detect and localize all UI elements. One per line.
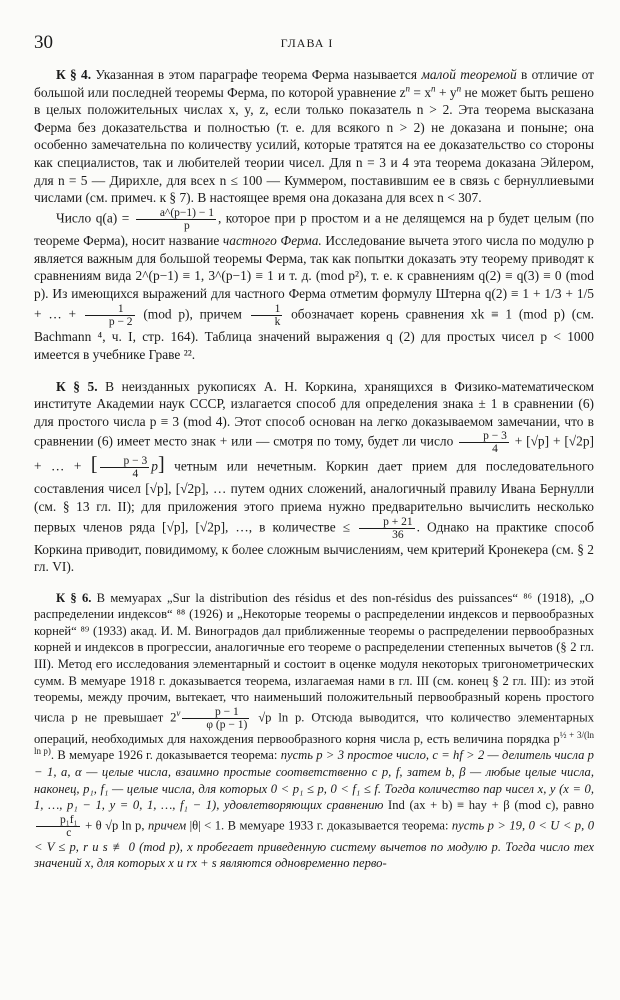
term-italic: частного Ферма. <box>222 232 322 248</box>
theorem-italic: пусть p > 19, 0 < U < p, 0 < V ≤ p, r и s ≢ 0 (mod p), x пробегает приведенную систему вычетов по модулю p. Тогда число тех значений x, для которых x и rx + s являются одновременно перво- <box>34 818 594 871</box>
formula-fraction: $\frac{p - 3}{4}$ <box>459 430 509 455</box>
paragraph-section-6: К § 6. В мемуарах „Sur la distribution des résidus et des non-résidus des puissances“ ⁸⁶ (1918), „О распределении индексов“ ⁸⁸ (1926) и „Некоторые теоремы о распределении индексов и первообразных корней“ ⁸⁹ (1933) акад. И. М. Виноградов дал приближенные теоремы о распределении первообразных корней и индексов в прогрессии, аналогичные его теореме о распределении степенных вычетов (§ 2 гл. III). Метод его исследования элементарный и состоит в оценке модуля некоторых тригонометрических сумм. В мемуаре 1918 г. доказывается теорема, излагаемая нами в гл. III (см. конец § 2 гл. III): из этой теоремы, между прочим, вытекает, что наименьший положительный первообразный корень простого числа p не превышает $2^\nu$ $\frac{p - 1}{\varphi (p - 1)}$ √p ln p. Отсюда выводится, что количество элементарных операций, необходимых для нахождения первообразного корня числа p, есть величина порядка $p^{\frac{1}{2} + 3/(ln ln p)}$. В мемуаре 1926 г. доказывается теорема: пусть p > 3 простое число, c = hf > 2 — делитель числа p − 1, a, α — целые числа, взаимно простые соответственно с p, f, затем b, β — любые целые числа, наконец, p₁, f₁ — целые числа, для которых 0 < p₁ ≤ p, 0 < f₁ ≤ f. Тогда количество пар чисел x, y (x = 0, 1, …, p₁ − 1, y = 0, 1, …, f₁ − 1), удовлетворяющих сравнению Ind (ax + b) ≡ hay + β (mod c), равно $\frac{\text{p₁f₁}}{c}$ + θ √p ln p, причем |θ| < 1. В мемуаре 1933 г. доказывается теорема: пусть p > 19, 0 < U < p, 0 < V ≤ p, r и s ≢ 0 (mod p), x пробегает приведенную систему вычетов по модулю p. Тогда число тех значений x, для которых x и rx + s являются одновременно перво- <box>34 590 595 871</box>
section-label: К § 4. <box>56 67 92 82</box>
formula-fraction: $\frac{p - 3}{4}$ <box>100 455 150 480</box>
page-number: 30 <box>34 32 53 53</box>
formula-fraction: $\frac{1}{p - 2}$ <box>85 303 135 328</box>
formula-fraction: $\frac{1}{k}$ <box>251 303 283 328</box>
theorem-italic: пусть p > 3 простое число, c = hf > 2 — делитель числа p − 1, a, α — целые числа, взаимно простые соответственно с p, f, затем b, β — любые целые числа, наконец, p₁, f₁ — целые числа, для которых 0 < p₁ ≤ p, 0 < f₁ ≤ f. Тогда количество пар чисел x, y (x = 0, 1, …, p₁ − 1, y = 0, 1, …, f₁ − 1), удовлетворяющих сравнению <box>34 748 594 813</box>
formula-fraction: $\frac{a\^{}(p-1) - 1}{p}$ <box>136 207 216 232</box>
section-label: К § 5. <box>56 378 98 394</box>
running-title: ГЛАВА I <box>280 36 334 50</box>
term-italic: малой теоремой <box>421 67 517 82</box>
paragraph-fermat-quotient: Число q(a) = $\frac{a\^{}(p-1) - 1}{p}$ , которое при p простом и a не делящемся на p будет целым (по теореме Ферма), носит название частного Ферма. Исследование вычета этого числа по модулю p является важным для большой теоремы Ферма, так как попытки доказать эту теорему приводят к сравнениям вида 2^(p−1) ≡ 1, 3^(p−1) ≡ 1 и т. д. (mod p²), т. е. к сравнениям q(2) ≡ q(3) ≡ 0 (mod p). Из имеющихся выражений для частного Ферма отметим формулу Штерна q(2) ≡ 1 + 1/3 + 1/5 + … + $\frac{1}{p - 2}$ (mod p), причем $\frac{1}{k}$ обозначает корень сравнения xk ≡ 1 (mod p) (см. Bachmann ⁴, ч. I, стр. 164). Таблица значений выражения q (2) для простых чисел p < 1000 имеется в учебнике Граве ²². <box>34 206 595 362</box>
section-label: К § 6. <box>56 590 92 605</box>
page-header <box>34 32 580 54</box>
paragraph-section-5: К § 5. В неизданных рукописях А. Н. Коркина, хранящихся в Физико-математическом институте Академии наук СССР, излагается способ для определения знака ± 1 в сравнении (6) для простого числа p ≡ 3 (mod 4). Этот способ основан на легко доказываемом замечании, что в сравнении (6) имеет место знак + или — смотря по тому, будет ли число $\frac{p - 3}{4}$ + [√p] + [√2p] + … + [ $\frac{p - 3}{4}$ p] четным или нечетным. Коркин дает прием для последовательного составления чисел [√p], [√2p], … путем одних сложений, аналогичный правилу Ивана Бернулли (см. § 13 гл. II); для приложения этого приема нужно предварительно вычислить несколько первых членов ряда [√p], [√2p], …, в количестве ≤ $\frac{p + 21}{36}$ . Однако на практике способ Коркина приводит, повидимому, к более сложным вычислениям, чем критерий Кронекера (см. § 2 гл. VI). <box>34 378 594 575</box>
formula-fraction: $\frac{\text{p₁f₁}}{c}$ <box>36 814 80 839</box>
formula-fraction: $\frac{p + 21}{36}$ <box>359 516 415 541</box>
formula-fraction: 1/3 <box>544 286 562 302</box>
paragraph-section-4: К § 4. Указанная в этом параграфе теорема Ферма называется малой теоремой в отличие от большой или последней теоремы Ферма, по которой уравнение $z^n = x^n + y^n$ не может быть решено в целых положительных числах x, y, z, если только показатель n > 2. Эта теорема высказана Ферма без доказательства и полностью (т. е. для всякого n > 2) не доказана и поныне; она особенно замечательна по количеству усилий, которые тратятся на ее доказательство со стороны как специалистов, так и любителей теории чисел. Для n = 3 и 4 эта теорема доказана Эйлером, для n = 5 — Дирихле, для всех n ≤ 100 — Куммером, поставившим ее в связь с бернуллиевыми числами (см. примеч. к § 7). В настоящее время она доказана для всех n < 307. <box>34 67 595 206</box>
formula-fraction: $\frac{p - 1}{\varphi (p - 1)}$ <box>182 706 249 731</box>
page-body <box>34 66 594 872</box>
formula-fraction: 1/5 <box>576 286 594 302</box>
